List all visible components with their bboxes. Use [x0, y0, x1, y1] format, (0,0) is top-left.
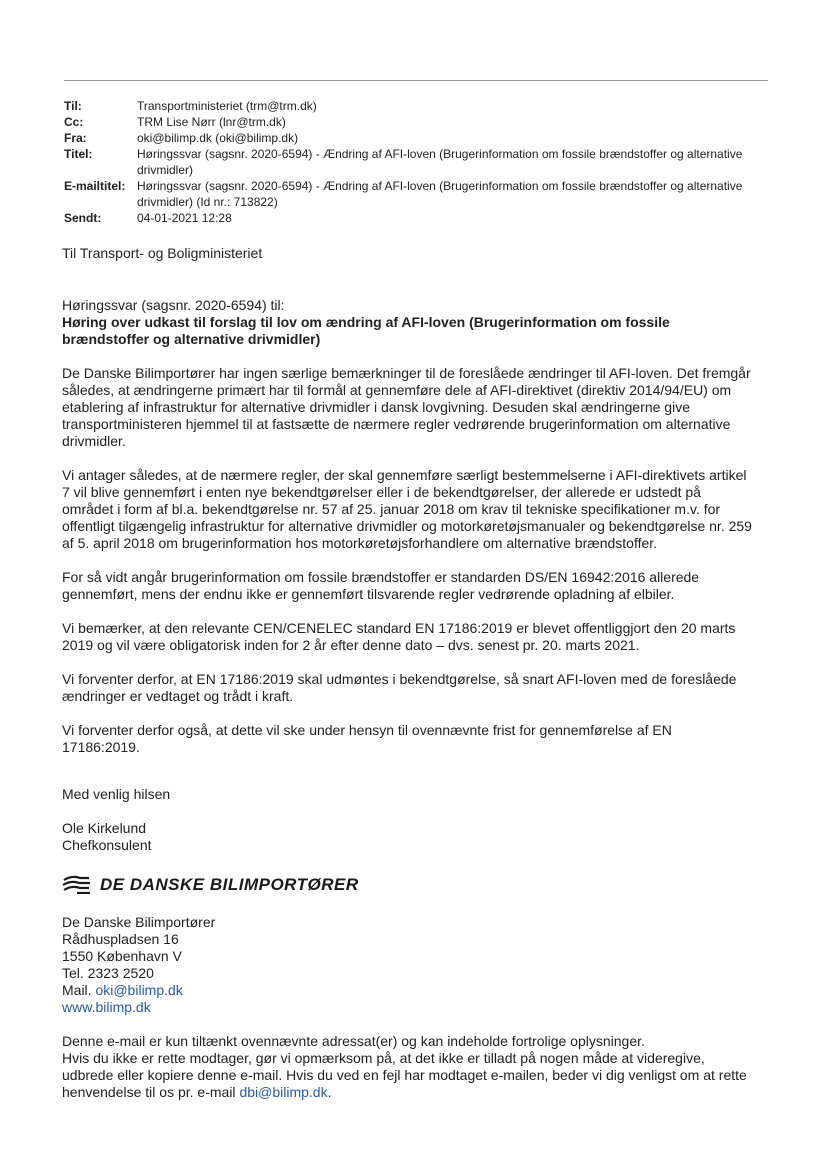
- disclaimer-text: Hvis du ikke er rette modtager, gør vi opmærksom på, at det ikke er tilladt på nogen måde at videregive, udbrede eller kopiere denne e-mail. Hvis du ved en fejl har modtaget e-mailen, beder vi dig venligst om at rette henvendelse til os pr. e-mail: [62, 1050, 747, 1100]
- logo-text: DE DANSKE BILIMPORTØRER: [100, 874, 359, 894]
- signature-org: De Danske Bilimportører: [62, 914, 216, 930]
- mail-link[interactable]: oki@bilimp.dk: [95, 982, 183, 998]
- disclaimer-end: .: [327, 1084, 332, 1100]
- til-value: Transportministeriet (trm@trm.dk): [137, 99, 317, 113]
- web-link[interactable]: www.bilimp.dk: [62, 999, 151, 1015]
- paragraph-4: Vi bemærker, at den relevante CEN/CENELEC standard EN 17186:2019 er blevet offentliggjort den 20 marts 2019 og vil være obligatorisk inden for 2 år efter denne dato – dvs. senest pr. 20. marts 2021.: [62, 620, 736, 653]
- cc-label: Cc:: [64, 115, 84, 129]
- disclaimer-line-2: [62, 1050, 752, 1101]
- closing: Med venlig hilsen: [62, 786, 171, 802]
- sendt-label: Sendt:: [64, 211, 102, 225]
- paragraph-6: Vi forventer derfor også, at dette vil ske under hensyn til ovennævnte frist for gennemførelse af EN 17186:2019.: [62, 722, 672, 755]
- signature-street: Rådhuspladsen 16: [62, 931, 179, 947]
- sender-name: Ole Kirkelund: [62, 820, 147, 836]
- emailtitel-label: E-mailtitel:: [64, 179, 126, 193]
- subject-line: Høringssvar (sagsnr. 2020-6594) til:: [62, 297, 285, 313]
- signature-mail: [62, 982, 752, 999]
- mail-label: Mail.: [62, 982, 96, 998]
- titel-value: Høringssvar (sagsnr. 2020-6594) - Ændring af AFI-loven (Brugerinformation om fossile brændstoffer og alternative drivmidler): [137, 147, 743, 177]
- til-label: Til:: [64, 99, 82, 113]
- header-row-cc: [64, 114, 754, 130]
- paragraph-1: De Danske Bilimportører har ingen særlige bemærkninger til de foreslåede ændringer til AFI-loven. Det fremgår således, at ændringerne primært har til formål at gennemføre dele af AFI-direktivet (direktiv 2014/94/EU) om etablering af infrastruktur for alternative drivmidler i dansk lovgivning. Desuden skal ændringerne give transportministeren hjemmel til at fastsætte de nærmere regler vedrørende brugerinformation om alternative drivmidler.: [62, 365, 751, 449]
- email-header: [64, 98, 754, 226]
- greeting: Til Transport- og Boligministeriet: [62, 245, 263, 261]
- fra-label: Fra:: [64, 131, 87, 145]
- paragraph-2: Vi antager således, at de nærmere regler, der skal gennemføre særligt bestemmelserne i AFI-direktivets artikel 7 vil blive gennemført i enten nye bekendtgørelser eller i de bekendtgørelser, der allerede er udstedt på området i form af bl.a. bekendtgørelse nr. 57 af 25. januar 2018 om krav til tekniske specifikationer m.v. for offentligt tilgængelig infrastruktur for alternative drivmidler og motorkøretøjsmanualer og bekendtgørelse nr. 259 af 5. april 2018 om brugerinformation hos motorkøretøjsforhandlere om alternative brændstoffer.: [62, 467, 752, 551]
- header-row-fra: [64, 130, 754, 146]
- subject-heading: Høring over udkast til forslag til lov om ændring af AFI-loven (Brugerinformation om fossile brændstoffer og alternative drivmidler): [62, 314, 670, 347]
- emailtitel-value: Høringssvar (sagsnr. 2020-6594) - Ændring af AFI-loven (Brugerinformation om fossile brændstoffer og alternative drivmidler) (Id nr.: 713822): [137, 179, 743, 209]
- header-divider: [64, 80, 768, 81]
- signature-city: 1550 København V: [62, 948, 182, 964]
- disclaimer-email-link[interactable]: dbi@bilimp.dk: [239, 1084, 328, 1100]
- fra-value: oki@bilimp.dk (oki@bilimp.dk): [137, 131, 299, 145]
- company-logo: [62, 870, 752, 898]
- stripes-logo-icon: [62, 874, 92, 894]
- paragraph-3: For så vidt angår brugerinformation om fossile brændstoffer er standarden DS/EN 16942:2016 allerede gennemført, mens der endnu ikke er gennemført tilsvarende regler vedrørende opladning af elbiler.: [62, 569, 700, 602]
- titel-label: Titel:: [64, 147, 93, 161]
- header-row-sendt: [64, 210, 754, 226]
- sender-title: Chefkonsulent: [62, 837, 152, 853]
- signature-tel: Tel. 2323 2520: [62, 965, 154, 981]
- sendt-value: 04-01-2021 12:28: [137, 211, 232, 225]
- header-row-titel: [64, 146, 754, 178]
- cc-value: TRM Lise Nørr (lnr@trm.dk): [137, 115, 286, 129]
- email-body: [62, 245, 752, 1101]
- paragraph-5: Vi forventer derfor, at EN 17186:2019 skal udmøntes i bekendtgørelse, så snart AFI-loven med de foreslåede ændringer er vedtaget og trådt i kraft.: [62, 671, 737, 704]
- header-row-til: [64, 98, 754, 114]
- header-row-emailtitel: [64, 178, 754, 210]
- disclaimer-line-1: Denne e-mail er kun tiltænkt ovennævnte adressat(er) og kan indeholde fortrolige oplysninger.: [62, 1033, 645, 1049]
